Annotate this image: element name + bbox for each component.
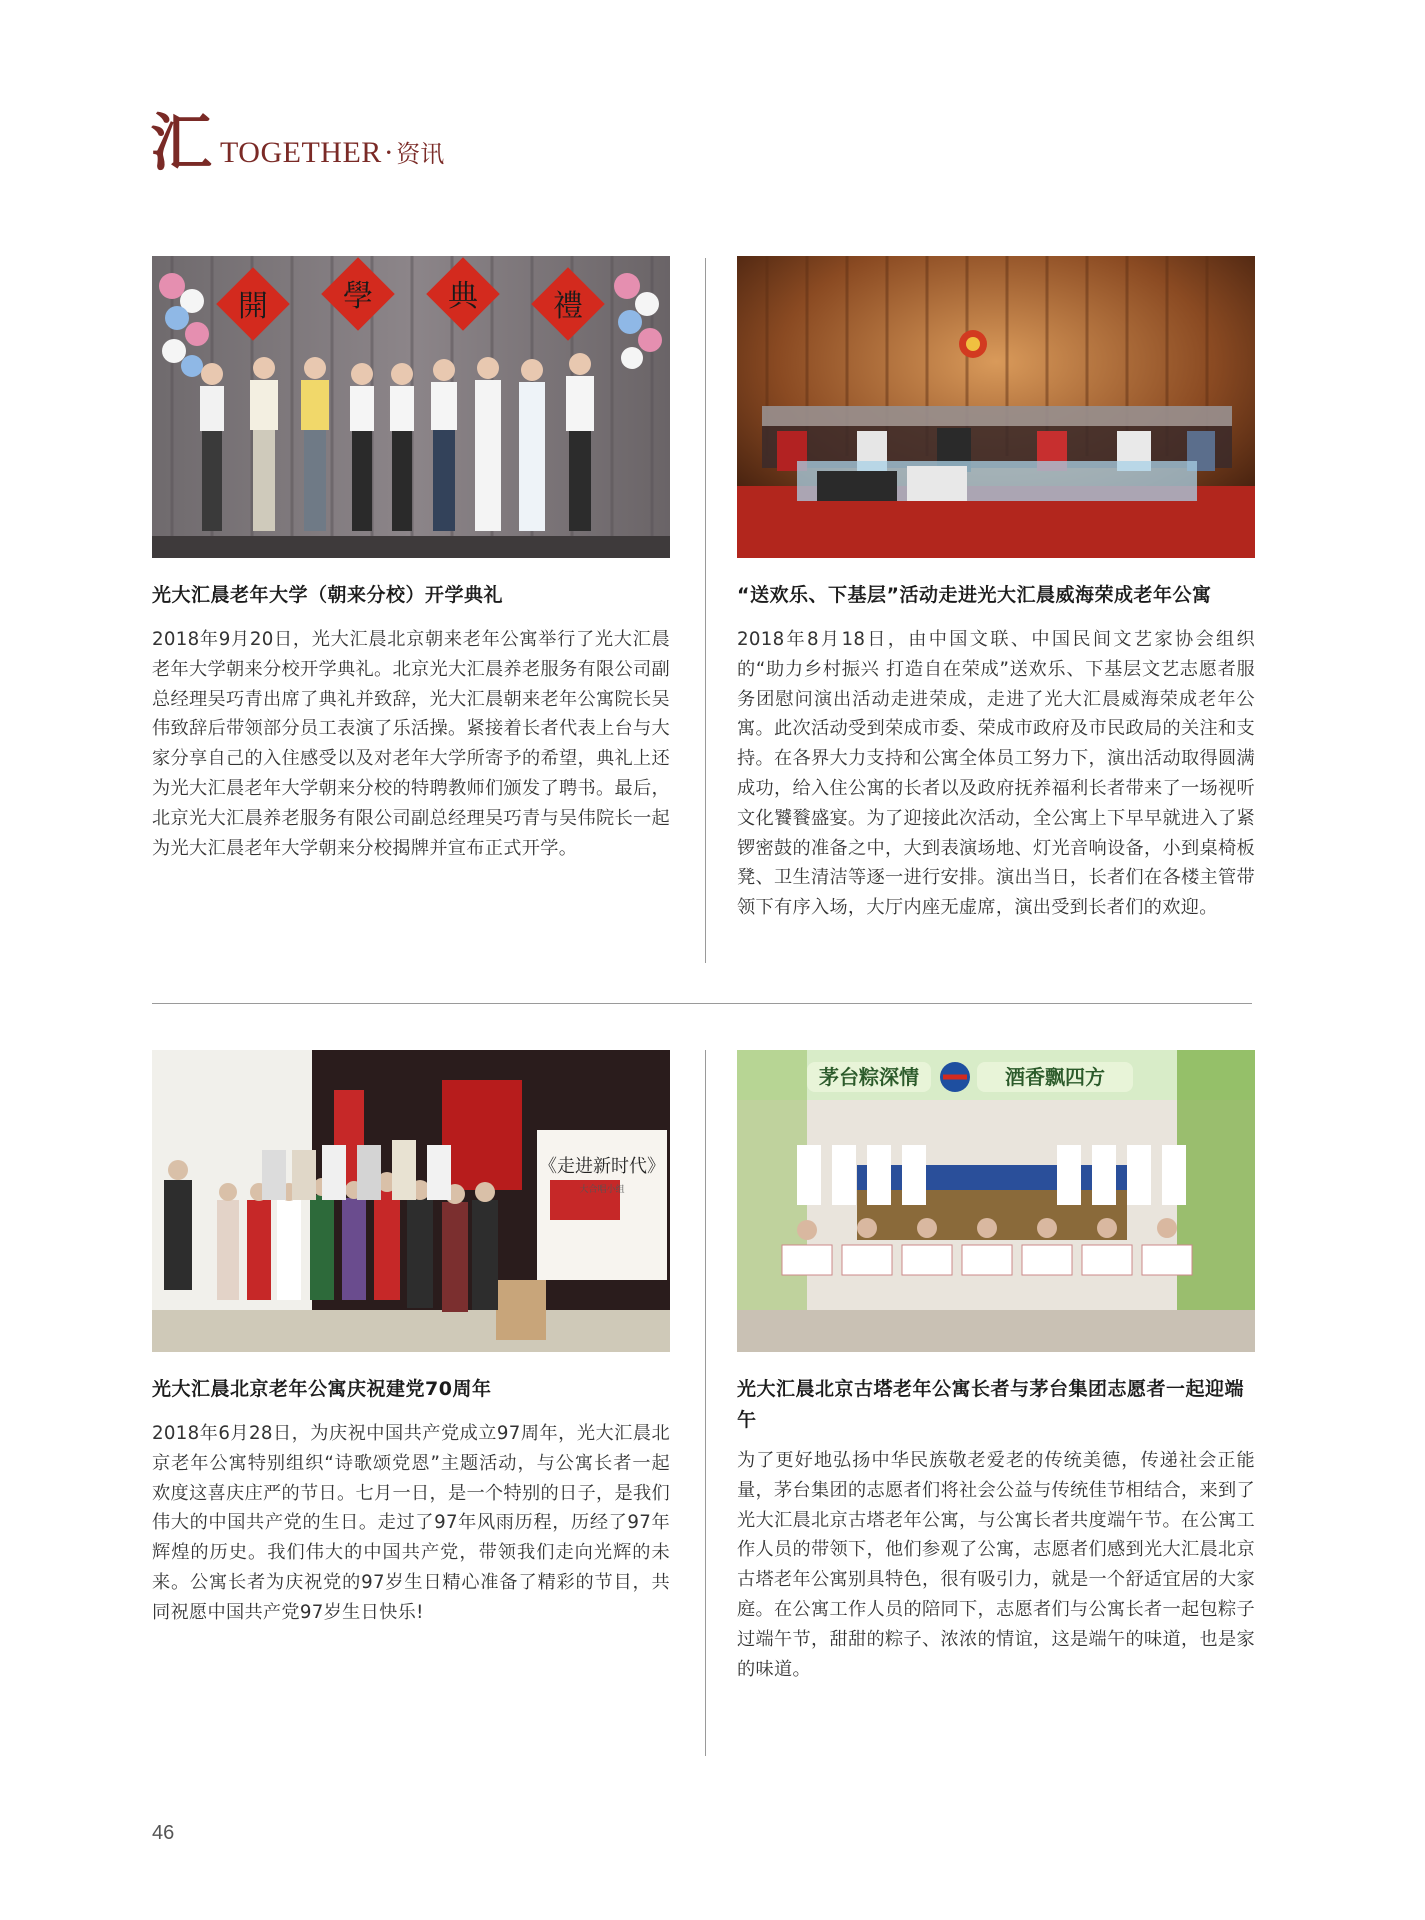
article-cultural-visit <box>737 256 1255 923</box>
article-dragon-boat <box>737 1050 1255 1684</box>
article-party-anniversary <box>152 1050 670 1628</box>
photo-party-anniversary <box>152 1050 670 1352</box>
article-body: 2018年8月18日，由中国文联、中国民间文艺家协会组织的“助力乡村振兴 打造自在荣成”送欢乐、下基层文艺志愿者服务团慰问演出活动走进荣成，走进了光大汇晨威海荣成老年公寓。此次活动受到荣成市委、荣成市政府及市民政局的关注和支持。在各界大力支持和公寓全体员工努力下，演出活动取得圆满成功，给入住公寓的长者以及政府抚养福利长者带来了一场视听文化饕餮盛宴。为了迎接此次活动，全公寓上下早早就进入了紧锣密鼓的准备之中，大到表演场地、灯光音响设备，小到桌椅板凳、卫生清洁等逐一进行安排。演出当日，长者们在各楼主管带领下有序入场，大厅内座无虚席，演出受到长者们的欢迎。 <box>737 629 1255 919</box>
screen-title: 《走进新时代》 <box>539 1156 665 1177</box>
banner-char: 典 <box>448 279 478 314</box>
page-number: 46 <box>152 1822 175 1844</box>
brand-separator: · <box>383 136 395 169</box>
headline: “送欢乐、下基层”活动走进光大汇晨威海荣成老年公寓 <box>737 584 1212 606</box>
banner-char: 開 <box>238 289 268 324</box>
headline: 光大汇晨北京古塔老年公寓长者与茅台集团志愿者一起迎端午 <box>737 1378 1245 1431</box>
brand-name: TOGETHER <box>220 136 382 169</box>
photo-opening-ceremony <box>152 256 670 558</box>
headline: 光大汇晨老年大学（朝来分校）开学典礼 <box>152 584 504 606</box>
photo-dragon-boat <box>737 1050 1255 1352</box>
section-label: 资讯 <box>396 140 445 168</box>
headline: 光大汇晨北京老年公寓庆祝建党70周年 <box>152 1378 492 1400</box>
article-body: 2018年6月28日，为庆祝中国共产党成立97周年，光大汇晨北京老年公寓特别组织“诗歌颂党恩”主题活动，与公寓长者一起欢度这喜庆庄严的节日。七月一日，是一个特别的日子，是我们伟大的中国共产党的生日。走过了97年风雨历程，历经了97年辉煌的历史。我们伟大的中国共产党，带领我们走向光辉的未来。公寓长者为庆祝党的97岁生日精心准备了精彩的节目，共同祝愿中国共产党97岁生日快乐! <box>152 1423 670 1623</box>
article-body: 2018年9月20日，光大汇晨北京朝来老年公寓举行了光大汇晨老年大学朝来分校开学典礼。北京光大汇晨养老服务有限公司副总经理吴巧青出席了典礼并致辞，光大汇晨朝来老年公寓院长吴伟致辞后带领部分员工表演了乐活操。紧接着长者代表上台与大家分享自己的入住感受以及对老年大学所寄予的希望，典礼上还为光大汇晨老年大学朝来分校的特聘教师们颁发了聘书。最后，北京光大汇晨养老服务有限公司副总经理吴巧青与吴伟院长一起为光大汇晨老年大学朝来分校揭牌并宣布正式开学。 <box>152 629 670 859</box>
photo-cultural-visit <box>737 256 1255 558</box>
banner-right: 酒香飘四方 <box>1005 1065 1105 1089</box>
article-opening-ceremony <box>152 256 670 863</box>
row-divider <box>152 1003 1252 1004</box>
column-divider-top <box>705 258 706 963</box>
banner-char: 學 <box>343 279 373 314</box>
banner-char: 禮 <box>553 289 583 324</box>
banner-left: 茅台粽深情 <box>819 1065 919 1089</box>
article-body: 为了更好地弘扬中华民族敬老爱老的传统美德，传递社会正能量，茅台集团的志愿者们将社会公益与传统佳节相结合，来到了光大汇晨北京古塔老年公寓，与公寓长者共度端午节。在公寓工作人员的带领下，他们参观了公寓，志愿者们感到光大汇晨北京古塔老年公寓别具特色，很有吸引力，就是一个舒适宜居的大家庭。在公寓工作人员的陪同下，志愿者们与公寓长者一起包粽子过端午节，甜甜的粽子、浓浓的情谊，这是端午的味道，也是家的味道。 <box>737 1450 1255 1680</box>
column-divider-bottom <box>705 1050 706 1756</box>
brand-logo-char: 汇 <box>150 106 211 179</box>
page-header <box>150 106 445 179</box>
screen-subtitle: 大合唱小组 <box>579 1185 625 1195</box>
